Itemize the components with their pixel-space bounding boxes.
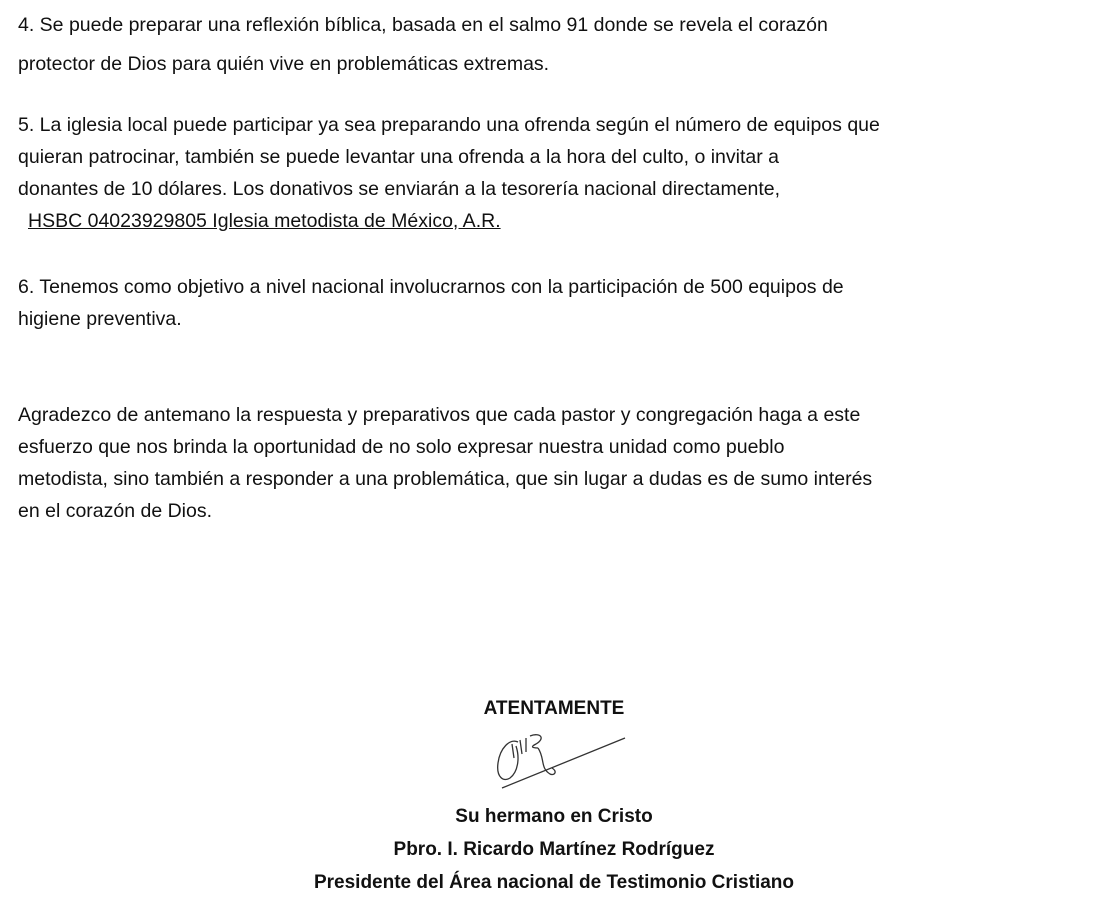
text-line: 5. La iglesia local puede participar ya sea preparando una ofrenda según el número de equipos que (18, 114, 880, 136)
text-line: metodista, sino también a responder a una problemática, que sin lugar a dudas es de sumo interés (18, 468, 873, 490)
text-line: higiene preventiva. (18, 308, 182, 330)
text-line: quieran patrocinar, también se puede levantar una ofrenda a la hora del culto, o invitar a (18, 146, 779, 168)
bank-account-text: HSBC 04023929805 Iglesia metodista de México, A.R. (28, 210, 501, 232)
text-line: Agradezco de antemano la respuesta y preparativos que cada pastor y congregación haga a este (18, 404, 861, 426)
text-line: esfuerzo que nos brinda la oportunidad de no solo expresar nuestra unidad como pueblo (18, 436, 785, 458)
text-line: protector de Dios para quién vive en problemáticas extremas. (18, 53, 550, 75)
text-line: donantes de 10 dólares. Los donativos se enviarán a la tesorería nacional directamente, (18, 178, 781, 200)
signer-name: Pbro. I. Ricardo Martínez Rodríguez (393, 839, 715, 860)
salutation: ATENTAMENTE (483, 698, 625, 719)
closing-line: Su hermano en Cristo (455, 806, 653, 827)
text-line: 6. Tenemos como objetivo a nivel nacional involucrarnos con la participación de 500 equipos de (18, 276, 844, 298)
text-line: en el corazón de Dios. (18, 500, 213, 522)
signer-title: Presidente del Área nacional de Testimonio Cristiano (313, 872, 795, 893)
handwritten-signature (490, 728, 630, 798)
text-line: 4. Se puede preparar una reflexión bíblica, basada en el salmo 91 donde se revela el corazón (18, 14, 828, 36)
